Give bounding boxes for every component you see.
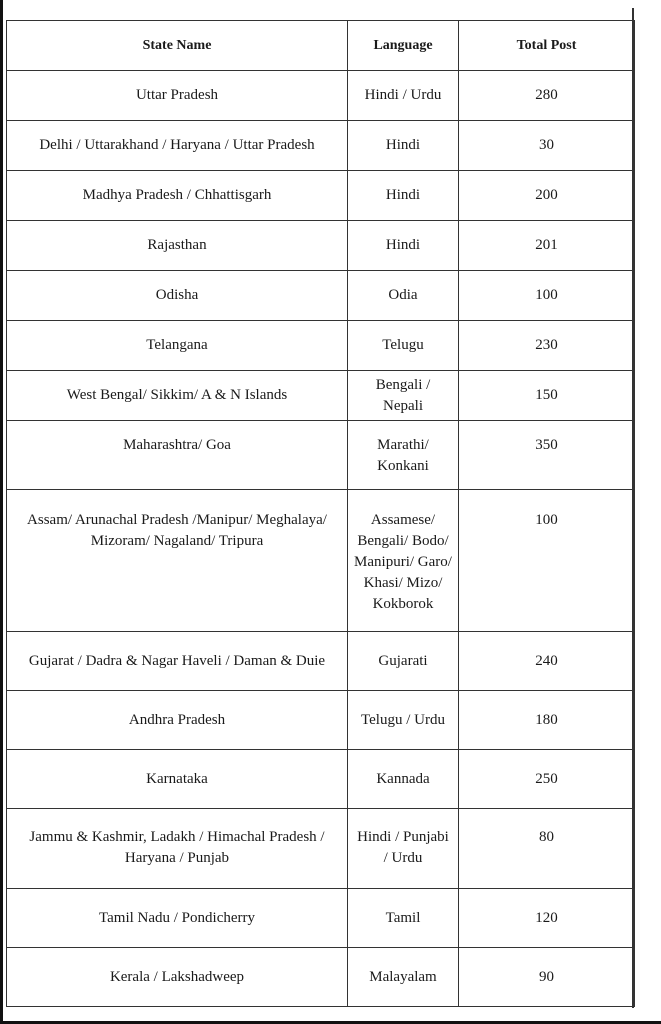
table-row <box>7 221 635 271</box>
language-cell: Hindi <box>348 221 459 271</box>
state-posts-table <box>6 20 635 1007</box>
language-cell: Hindi <box>348 121 459 171</box>
posts-cell: 201 <box>459 221 635 271</box>
state-cell: Rajasthan <box>7 221 348 271</box>
table-row <box>7 632 635 691</box>
state-cell: Andhra Pradesh <box>7 691 348 750</box>
table-row <box>7 71 635 121</box>
state-cell: West Bengal/ Sikkim/ A & N Islands <box>7 371 348 421</box>
posts-cell: 100 <box>459 271 635 321</box>
language-cell: Malayalam <box>348 948 459 1007</box>
language-cell: Telugu <box>348 321 459 371</box>
table-row <box>7 371 635 421</box>
language-cell: Gujarati <box>348 632 459 691</box>
table-row <box>7 889 635 948</box>
language-cell: Odia <box>348 271 459 321</box>
table-row <box>7 321 635 371</box>
header-row <box>7 21 635 71</box>
posts-cell: 240 <box>459 632 635 691</box>
table-row <box>7 271 635 321</box>
state-cell: Odisha <box>7 271 348 321</box>
state-cell: Karnataka <box>7 750 348 809</box>
header-total-post: Total Post <box>459 21 635 71</box>
language-cell: Tamil <box>348 889 459 948</box>
state-cell: Delhi / Uttarakhand / Haryana / Uttar Pradesh <box>7 121 348 171</box>
table-row <box>7 809 635 889</box>
posts-cell: 250 <box>459 750 635 809</box>
header-language: Language <box>348 21 459 71</box>
table-row <box>7 948 635 1007</box>
language-cell: Assamese/ Bengali/ Bodo/ Manipuri/ Garo/ Khasi/ Mizo/ Kokborok <box>348 490 459 632</box>
table-row <box>7 750 635 809</box>
posts-cell: 150 <box>459 371 635 421</box>
language-cell: Hindi <box>348 171 459 221</box>
state-cell: Maharashtra/ Goa <box>7 421 348 490</box>
state-cell: Uttar Pradesh <box>7 71 348 121</box>
state-cell: Telangana <box>7 321 348 371</box>
header-state-name: State Name <box>7 21 348 71</box>
table-row <box>7 490 635 632</box>
state-cell: Tamil Nadu / Pondicherry <box>7 889 348 948</box>
state-cell: Jammu & Kashmir, Ladakh / Himachal Pradesh / Haryana / Punjab <box>7 809 348 889</box>
state-cell: Kerala / Lakshadweep <box>7 948 348 1007</box>
language-cell: Marathi/ Konkani <box>348 421 459 490</box>
table-row <box>7 171 635 221</box>
state-cell: Assam/ Arunachal Pradesh /Manipur/ Meghalaya/ Mizoram/ Nagaland/ Tripura <box>7 490 348 632</box>
language-cell: Hindi / Urdu <box>348 71 459 121</box>
language-cell: Hindi / Punjabi / Urdu <box>348 809 459 889</box>
language-cell: Bengali / Nepali <box>348 371 459 421</box>
posts-cell: 180 <box>459 691 635 750</box>
posts-cell: 80 <box>459 809 635 889</box>
posts-cell: 30 <box>459 121 635 171</box>
table-row <box>7 421 635 490</box>
posts-cell: 280 <box>459 71 635 121</box>
posts-cell: 100 <box>459 490 635 632</box>
posts-cell: 230 <box>459 321 635 371</box>
language-cell: Telugu / Urdu <box>348 691 459 750</box>
posts-cell: 350 <box>459 421 635 490</box>
posts-cell: 90 <box>459 948 635 1007</box>
posts-cell: 120 <box>459 889 635 948</box>
state-cell: Gujarat / Dadra & Nagar Haveli / Daman & Duie <box>7 632 348 691</box>
posts-cell: 200 <box>459 171 635 221</box>
state-cell: Madhya Pradesh / Chhattisgarh <box>7 171 348 221</box>
table-row <box>7 691 635 750</box>
table-row <box>7 121 635 171</box>
language-cell: Kannada <box>348 750 459 809</box>
